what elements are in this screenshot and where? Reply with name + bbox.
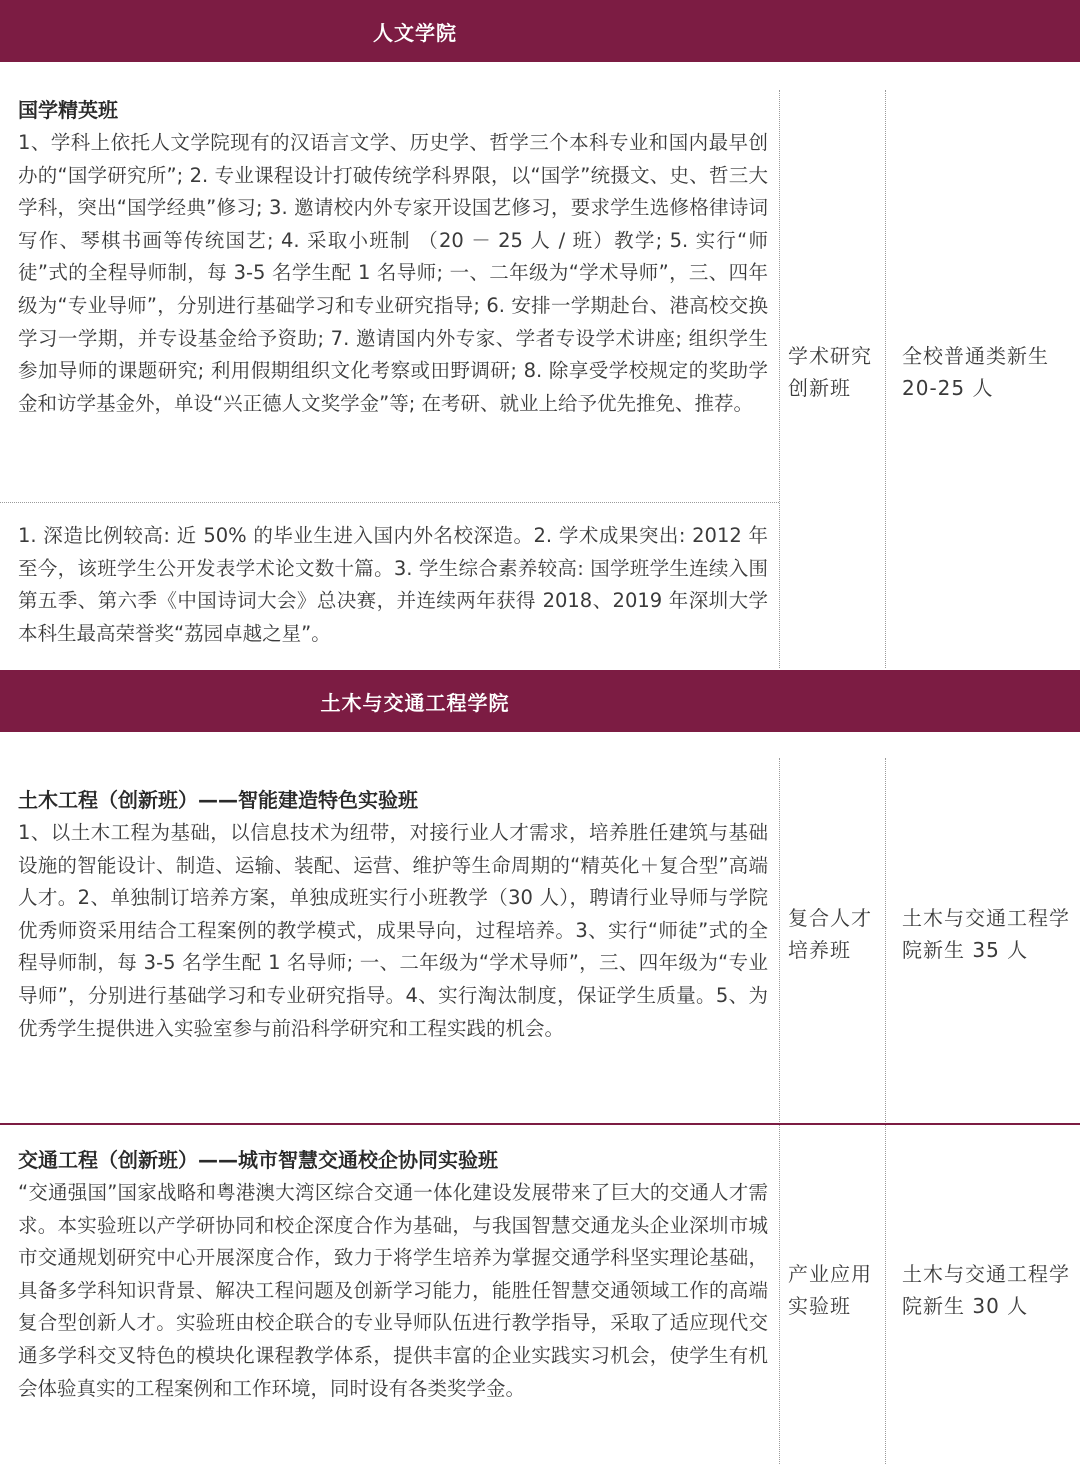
college-header-civil [0, 670, 1080, 732]
program-title: 国学精英班 [18, 98, 118, 122]
program-scope: 全校普通类新生 20-25 人 [902, 344, 1049, 400]
program-civil-engineering [18, 784, 768, 1045]
program-title: 交通工程（创新班）——城市智慧交通校企协同实验班 [18, 1148, 498, 1172]
column-divider [779, 758, 780, 1464]
column-divider [885, 758, 886, 1464]
program-traffic-engineering [18, 1144, 768, 1405]
program-description: 1、学科上依托人文学院现有的汉语言文学、历史学、哲学三个本科专业和国内最早创办的“国学研究所”; 2. 专业课程设计打破传统学科界限，以“国学”统摄文、史、哲三大学科，突出“国学经典”修习; 3. 邀请校内外专家开设国艺修习，要求学生选修格律诗词写作、琴棋书画等传统国艺; 4. 采取小班制 （20 － 25 人 / 班）教学; 5. 实行“师徒”式的全程导师制，每 3-5 名学生配 1 名导师; 一、二年级为“学术导师”，三、四年级为“专业导师”，分别进行基础学习和专业研究指导; 6. 安排一学期赴台、港高校交换学习一学期，并专设基金给予资助; 7. 邀请国内外专家、学者专设学术讲座; 组织学生参加导师的课题研究; 利用假期组织文化考察或田野调研; 8. 除享受学校规定的奖助学金和访学基金外，单设“兴正德人文奖学金”等; 在考研、就业上给予优先推免、推荐。 [18, 131, 768, 415]
program-results: 1. 深造比例较高: 近 50% 的毕业生进入国内外名校深造。2. 学术成果突出: 2012 年至今，该班学生公开发表学术论文数十篇。3. 学生综合素养较高: 国学班学生连续入围第五季、第六季《中国诗词大会》总决赛，并连续两年获得 2018、2019 年深圳大学本科生最高荣誉奖“荔园卓越之星”。 [18, 524, 768, 645]
row-divider [0, 502, 779, 503]
column-divider [779, 90, 780, 668]
program-description: “交通强国”国家战略和粤港澳大湾区综合交通一体化建设发展带来了巨大的交通人才需求。本实验班以产学研协同和校企深度合作为基础，与我国智慧交通龙头企业深圳市城市交通规划研究中心开展深度合作，致力于将学生培养为掌握交通学科坚实理论基础，具备多学科知识背景、解决工程问题及创新学习能力，能胜任智慧交通领域工作的高端复合型创新人才。实验班由校企联合的专业导师队伍进行教学指导，采取了适应现代交通多学科交叉特色的模块化课程教学体系，提供丰富的企业实践实习机会，使学生有机会体验真实的工程案例和工作环境，同时设有各类奖学金。 [18, 1181, 768, 1400]
program-description: 1、以土木工程为基础，以信息技术为纽带，对接行业人才需求，培养胜任建筑与基础设施的智能设计、制造、运输、装配、运营、维护等生命周期的“精英化＋复合型”高端人才。2、单独制订培养方案，单独成班实行小班教学（30 人），聘请行业导师与学院优秀师资采用结合工程案例的教学模式，成果导向，过程培养。3、实行“师徒”式的全程导师制，每 3-5 名学生配 1 名导师; 一、二年级为“学术导师”，三、四年级为“专业导师”，分别进行基础学习和专业研究指导。4、实行淘汰制度，保证学生质量。5、为优秀学生提供进入实验室参与前沿科学研究和工程实践的机会。 [18, 821, 768, 1040]
college-header-humanities [0, 0, 1080, 62]
college-name: 人文学院 [373, 20, 457, 45]
program-type: 学术研究创新班 [788, 344, 872, 400]
column-divider [885, 90, 886, 668]
college-name: 土木与交通工程学院 [320, 690, 510, 715]
row-divider [0, 1123, 1080, 1125]
program-scope: 土木与交通工程学院新生 35 人 [902, 906, 1070, 962]
program-scope: 土木与交通工程学院新生 30 人 [902, 1262, 1070, 1318]
program-title: 土木工程（创新班）——智能建造特色实验班 [18, 788, 418, 812]
program-type: 产业应用实验班 [788, 1262, 872, 1318]
program-type: 复合人才培养班 [788, 906, 872, 962]
program-guoxue [18, 94, 768, 420]
